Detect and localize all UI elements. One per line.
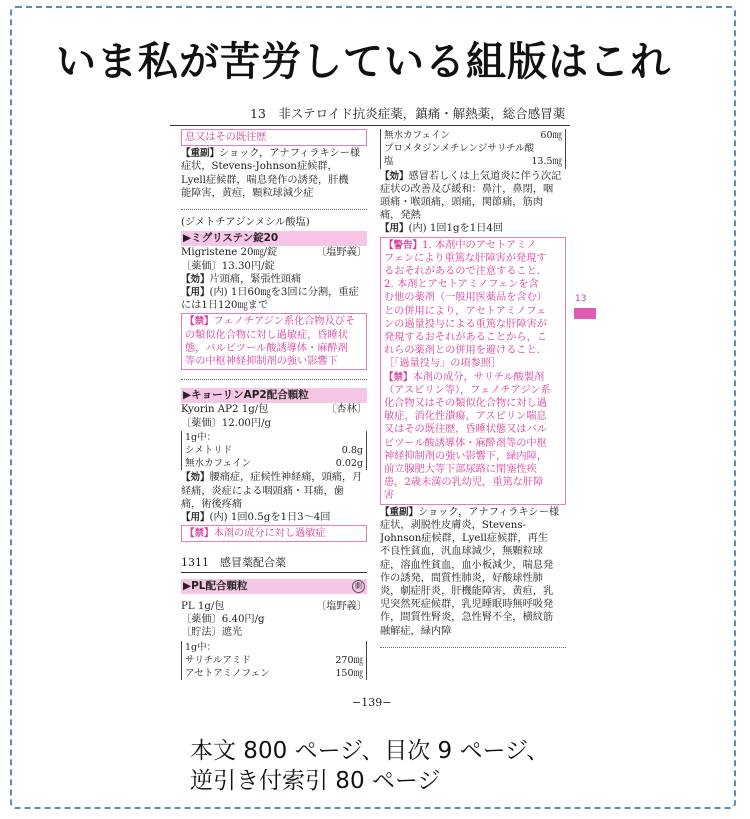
side-effect-line-5: 作の誘発，間質性肺炎，好酸球性肺 (380, 572, 543, 584)
efficacy-line-2: 頭痛・喉頭痛，頭痛，関節痛，筋肉 (380, 197, 543, 209)
caption-line-1: 本文 800 ページ、目次 9 ページ、 (190, 738, 550, 764)
divider (181, 373, 367, 380)
product-title-pl: ▶PL配合顆粒 劇 (181, 579, 367, 594)
efficacy-line-0: 【効】感冒若しくは上気道炎に伴う次記 (380, 170, 562, 182)
usage-line-0: 【用】(内) 1日60㎎を3回に分割，重症 (181, 287, 359, 299)
product-title-kyorin: ▶キョーリンAP2配合顆粒 (181, 388, 367, 403)
section-heading: 1311 感冒薬配合薬 (181, 556, 367, 572)
efficacy-line-1: 経痛，炎症による咽頭痛・耳痛，歯 (181, 485, 344, 497)
chapter-tab (574, 308, 596, 319)
side-effect-line-1: 症状，Stevens-Johnson症候群， (181, 161, 338, 173)
running-head: 13 非ステロイド抗炎症薬，鎮痛・解熱薬，総合感冒薬 (250, 106, 566, 121)
side-effect-line-7: 児突然死症候群，乳児睡眠時無呼吸発 (380, 599, 554, 611)
product-title-migristene: ▶ミグリステン錠20 (181, 231, 367, 246)
side-effect-line-6: 炎，劇症肝炎，肝機能障害，黄疸，乳 (380, 585, 554, 597)
divider (181, 203, 367, 210)
chapter-tab-number: 13 (575, 294, 587, 304)
caption-line-2: 逆引き付索引 80 ページ (190, 768, 441, 794)
headline: いま私が苦労している組版はこれ (56, 39, 671, 85)
side-effect-line-9: 融解症，緑内障 (380, 625, 452, 637)
efficacy-line-1: 症状の改善及び緩和：鼻汁，鼻閉，咽 (380, 183, 554, 195)
composition-block: 1g中： サリチルアミド 270㎎ アセトアミノフェン 150㎎ (181, 641, 367, 681)
product-spec: PL 1g/包 〔塩野義〕 (181, 600, 367, 612)
hazard-mark-icon: 劇 (352, 580, 365, 593)
price: 〔薬価〕13.30円/錠 (181, 260, 275, 272)
side-effect-line-1: 症状，剥脱性皮膚炎，Stevens- (380, 519, 526, 531)
side-effect-line-2: Johnson症候群，Lyell症候群，再生 (380, 533, 549, 545)
side-effect-line-4: 症，溶血性貧血，血小板減少，喘息発 (380, 559, 554, 571)
price: 〔薬価〕12.00円/g (181, 417, 272, 429)
efficacy: 【効】片頭痛，緊張性頭痛 (181, 273, 302, 285)
right-column (380, 128, 566, 654)
usage-line-1: には1日120㎎まで (181, 300, 269, 312)
side-effect-line-3: 能障害，黄疸，顆粒球減少症 (181, 187, 314, 199)
price: 〔薬価〕6.40円/g (181, 614, 265, 626)
side-effect-line-0: 【重副】ショック，アナフィラキシー様 (380, 506, 560, 518)
pink-box-top: 息又はその既往歴 (181, 129, 367, 146)
caption (190, 736, 549, 796)
page-number: −139− (352, 696, 392, 709)
side-effect-line-8: 作，間質性腎炎，急性腎不全，横紋筋 (380, 612, 554, 624)
efficacy-line-0: 【効】腰痛症，症候性神経痛，頭痛，月 (181, 472, 363, 484)
product-spec: Kyorin AP2 1g/包 〔杏林〕 (181, 404, 367, 416)
side-effect-line-0: 【重副】ショック，アナフィラキシー様 (181, 148, 361, 160)
side-effect-line-2: Lyell症候群，喘息発作の誘発，肝機 (181, 174, 349, 186)
usage: 【用】(内) 1回1gを1日4回 (380, 223, 504, 235)
usage: 【用】(内) 1回0.5gを1日3～4回 (181, 512, 331, 524)
contraindication-box: 【禁】本剤の成分に対し過敏症 (181, 525, 367, 542)
divider (380, 641, 566, 648)
dashed-frame (10, 6, 736, 809)
left-column (181, 128, 367, 681)
contraindication-box: 【禁】フェノチアジン系化合物及びそ の類似化合物に対し過敏症，昏睡状 態，バルビツール酸誘導体・麻酔剤 等の中枢神経抑制剤の強い影響下 (181, 313, 367, 370)
composition-block: 1g中： シメトリド 0.8g 無水カフェイン 0.02g (181, 431, 367, 471)
composition-continued: 無水カフェイン 60㎎ プロメタジンメチレンジサリチル酸 塩 13.5㎎ (380, 129, 566, 169)
product-spec: Migristene 20㎎/錠 〔塩野義〕 (181, 247, 367, 259)
side-effect-line-3: 不良性貧血，汎血球減少，無顆粒球 (380, 546, 543, 558)
generic-name: (ジメトチアジンメシル酸塩) (181, 217, 310, 229)
storage: 〔貯法〕遮光 (181, 627, 243, 639)
efficacy-line-2: 痛，術後疼痛 (181, 498, 243, 510)
warning-box: 【警告】1. 本剤中のアセトアミノ フェンにより重篤な肝障害が発現す るおそれがあるので注意すること． 2. 本剤とアセトアミノフェンを含 む他の薬剤（一般用医薬品を含む） との併用により，アセトアミノフェ ンの過量投与による重篤な肝障害が 発現するおそれがあることから，こ れらの薬剤との併用を避けること． ［「過量投与」の項参照］ 【禁】本剤の成分，サリチル酸製剤 （アスピリン等），フェノチアジン系 化合物又はその類似化合物に対し過 敏症，消化性潰瘍，アスピリン喘息 又はその既往歴，昏睡状態又はバル ビツール酸誘導体・麻酔剤等の中枢 神経抑制剤の強い影響下，緑内障， 前立腺肥大等下部尿路に閉塞性疾 患，2歳未満の乳幼児，重篤な肝障 害 (380, 237, 566, 505)
efficacy-line-3: 痛，発熱 (380, 210, 421, 222)
